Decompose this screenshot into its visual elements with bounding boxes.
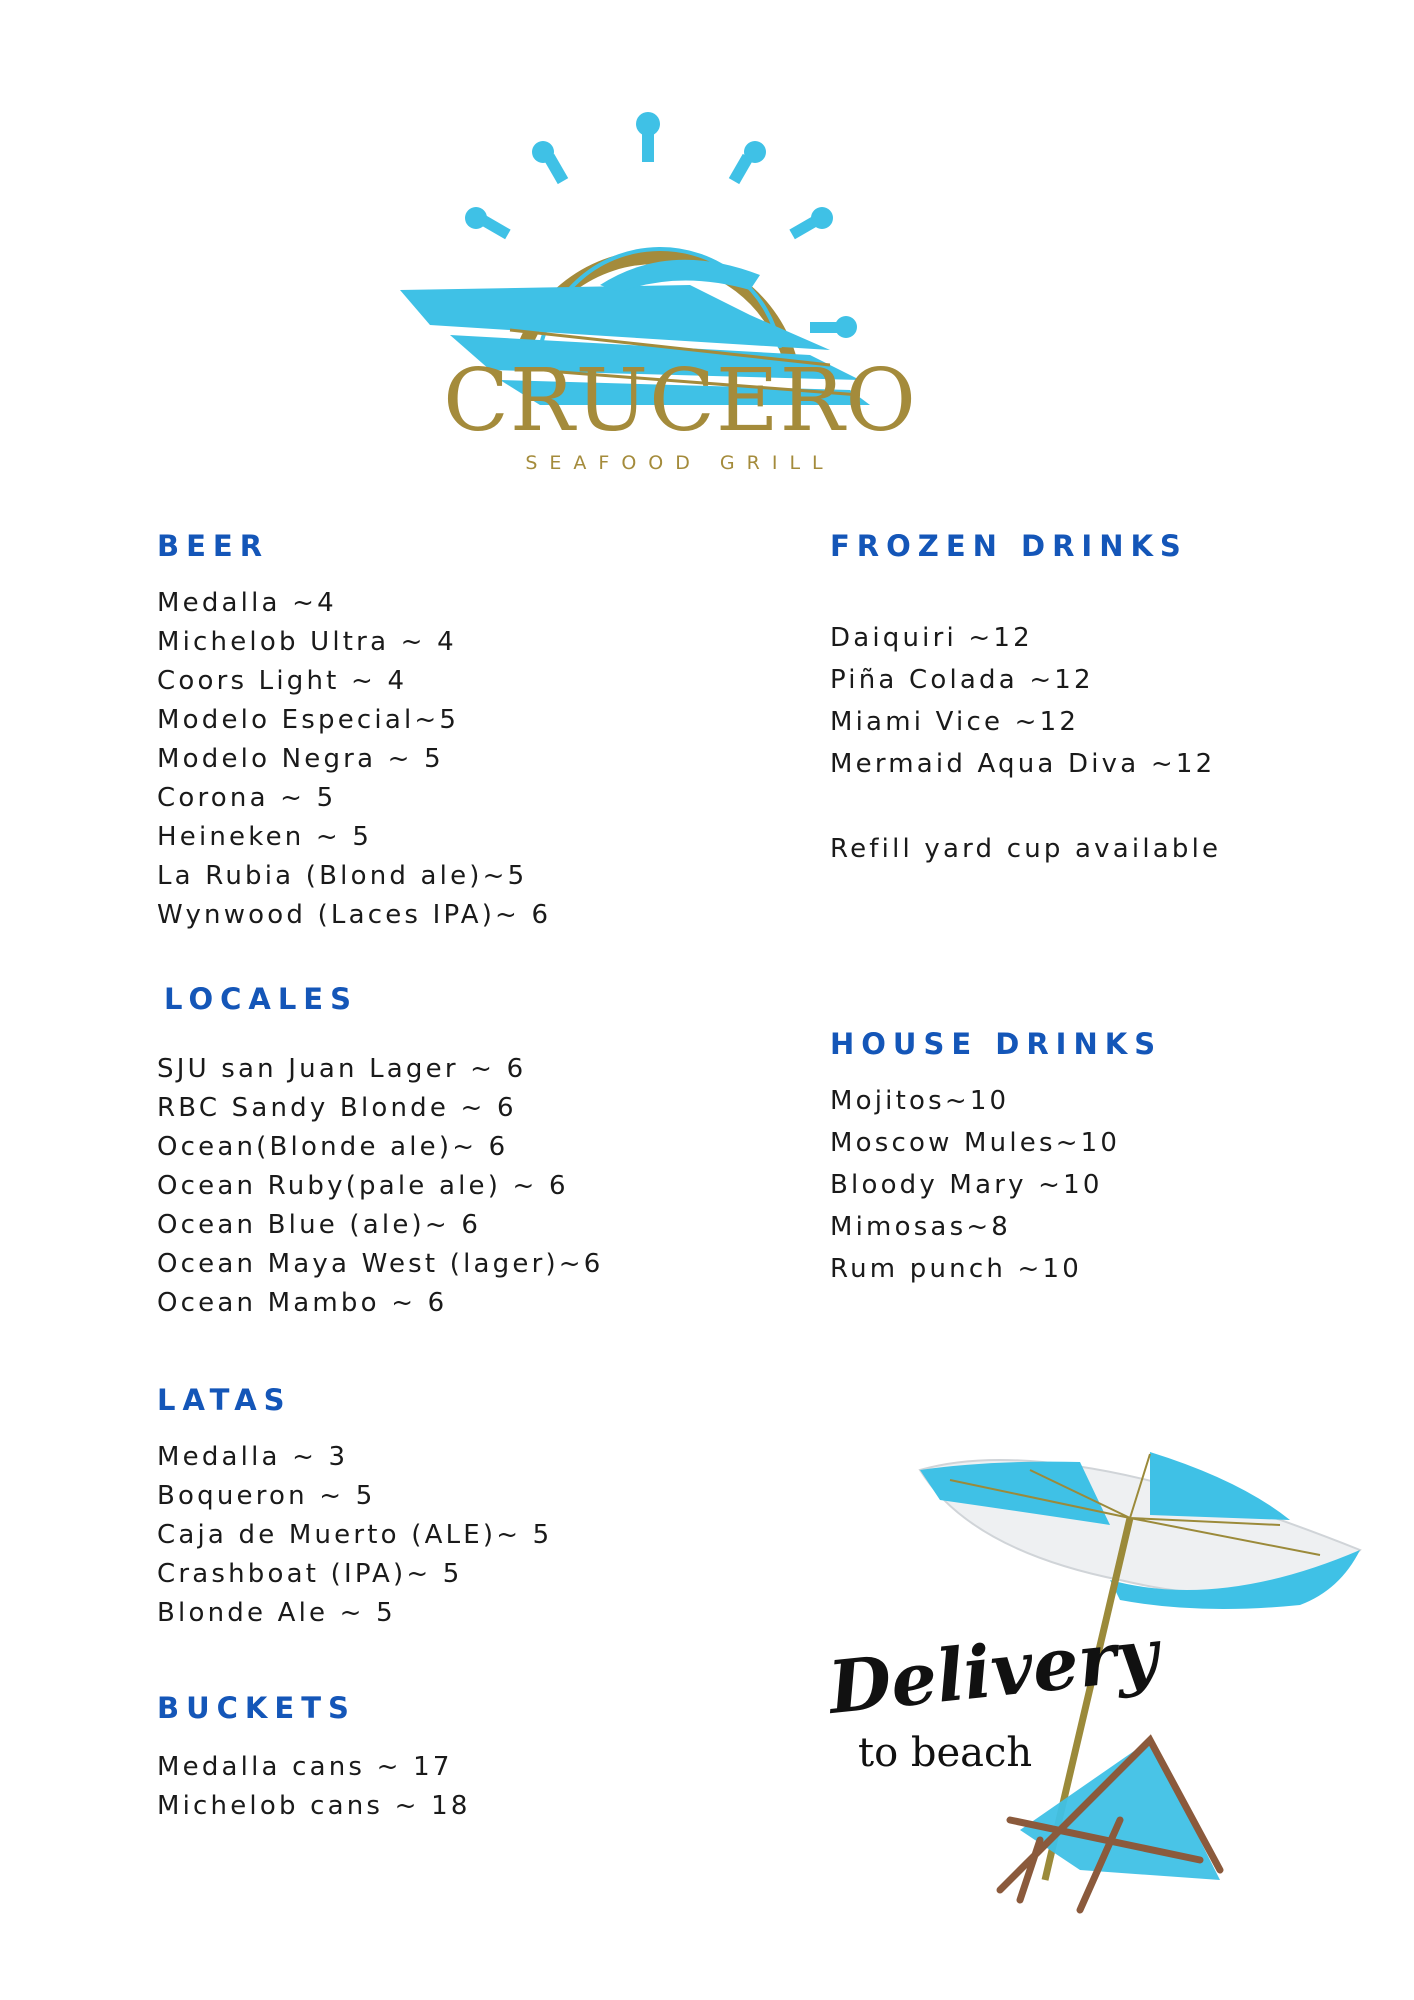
menu-item: Caja de Muerto (ALE)~ 5: [157, 1520, 553, 1550]
menu-item: Mimosas~8: [830, 1212, 1012, 1242]
menu-item: Blonde Ale ~ 5: [157, 1598, 396, 1628]
beer-heading: BEER: [157, 529, 270, 563]
locales-heading: LOCALES: [164, 982, 358, 1016]
menu-item: Modelo Negra ~ 5: [157, 744, 444, 774]
menu-item: Miami Vice ~12: [830, 707, 1080, 737]
frozen-drinks-list: [830, 617, 1215, 785]
menu-item: Moscow Mules~10: [830, 1128, 1121, 1158]
menu-item: Crashboat (IPA)~ 5: [157, 1559, 463, 1589]
house-drinks-list: [830, 1080, 1120, 1290]
buckets-heading: BUCKETS: [157, 1691, 356, 1725]
menu-item: Coors Light ~ 4: [157, 666, 408, 696]
menu-item: Boqueron ~ 5: [157, 1481, 376, 1511]
menu-item: Piña Colada ~12: [830, 665, 1094, 695]
menu-item: Bloody Mary ~10: [830, 1170, 1103, 1200]
menu-item: Michelob cans ~ 18: [157, 1791, 471, 1821]
buckets-list: [157, 1748, 471, 1826]
menu-item: Heineken ~ 5: [157, 822, 373, 852]
menu-item: RBC Sandy Blonde ~ 6: [157, 1093, 517, 1123]
menu-item: Michelob Ultra ~ 4: [157, 627, 457, 657]
brand-name: CRUCERO: [443, 351, 917, 451]
menu-item: Rum punch ~10: [830, 1254, 1082, 1284]
menu-item: Modelo Especial~5: [157, 705, 460, 735]
delivery-text: Delivery: [824, 1610, 1162, 1731]
menu-item: Wynwood (Laces IPA)~ 6: [157, 900, 552, 930]
house-drinks-heading: HOUSE DRINKS: [830, 1027, 1163, 1061]
menu-item: Daiquiri ~12: [830, 623, 1033, 653]
menu-item: Medalla ~4: [157, 588, 337, 618]
menu-item: Ocean Blue (ale)~ 6: [157, 1210, 482, 1240]
menu-item: Medalla cans ~ 17: [157, 1752, 453, 1782]
to-beach-text: to beach: [858, 1730, 1033, 1776]
refill-note: Refill yard cup available: [830, 834, 1222, 864]
beer-list: [157, 584, 551, 935]
menu-item: La Rubia (Blond ale)~5: [157, 861, 528, 891]
menu-item: Ocean Mambo ~ 6: [157, 1288, 448, 1318]
menu-item: Ocean Maya West (lager)~6: [157, 1249, 604, 1279]
frozen-drinks-heading: FROZEN DRINKS: [830, 529, 1188, 563]
latas-heading: LATAS: [157, 1383, 292, 1417]
menu-item: SJU san Juan Lager ~ 6: [157, 1054, 527, 1084]
menu-item: Mojitos~10: [830, 1086, 1010, 1116]
menu-item: Ocean Ruby(pale ale) ~ 6: [157, 1171, 569, 1201]
brand-subtitle: SEAFOOD GRILL: [525, 452, 835, 474]
menu-item: Corona ~ 5: [157, 783, 337, 813]
locales-list: [157, 1050, 604, 1323]
menu-item: Ocean(Blonde ale)~ 6: [157, 1132, 509, 1162]
latas-list: [157, 1438, 552, 1633]
beach-chair-icon: [1000, 1740, 1220, 1910]
menu-item: Mermaid Aqua Diva ~12: [830, 749, 1216, 779]
menu-item: Medalla ~ 3: [157, 1442, 349, 1472]
